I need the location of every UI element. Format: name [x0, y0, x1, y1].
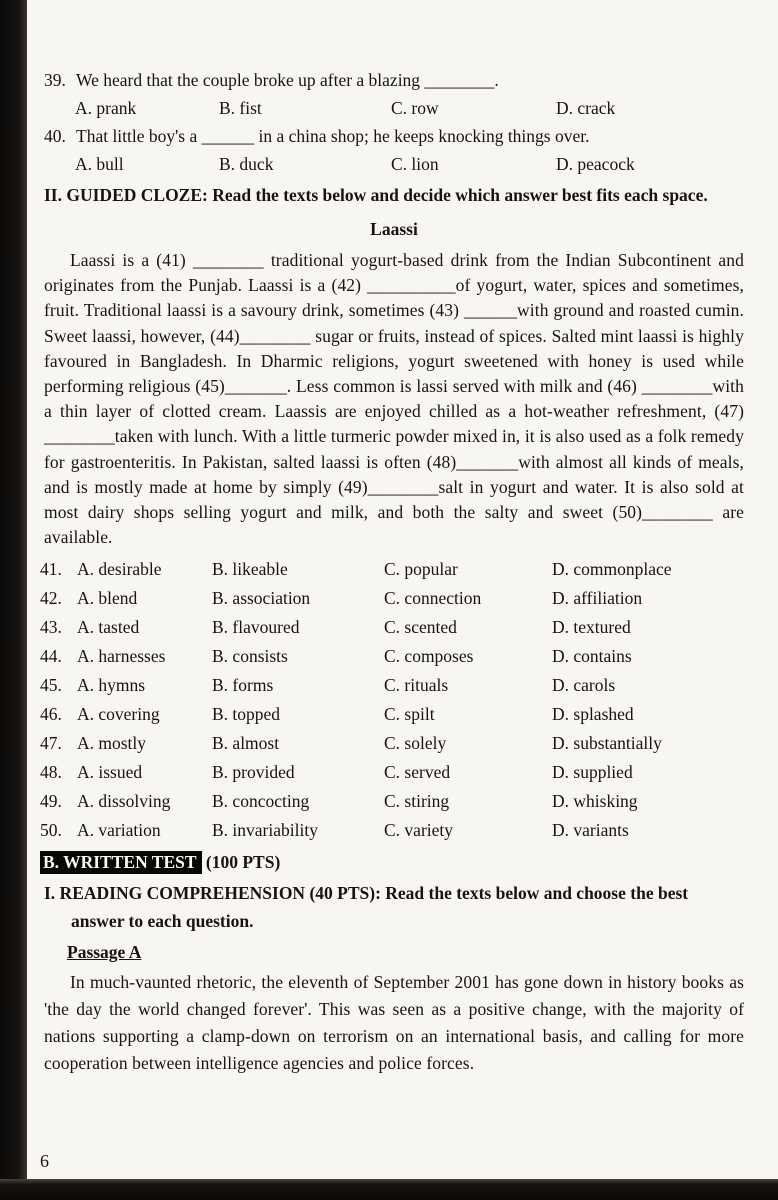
cloze-passage-title: Laassi [370, 219, 418, 239]
option-d: D. supplied [552, 762, 633, 783]
question-number: 42. [40, 588, 62, 609]
page-number: 6 [40, 1151, 49, 1171]
cloze-question-row-47 [40, 729, 744, 758]
option-c: C. scented [384, 617, 457, 638]
page-content [40, 66, 744, 1077]
question-number: 40. [44, 126, 66, 146]
option-a: A. prank [75, 98, 137, 118]
option-c: C. lion [391, 154, 439, 174]
question-number: 50. [40, 820, 62, 841]
option-d: D. variants [552, 820, 629, 841]
cloze-question-row-41 [40, 555, 744, 584]
question-number: 49. [40, 791, 62, 812]
option-c: C. served [384, 762, 451, 783]
question-text: We heard that the couple broke up after a blazing ________. [76, 70, 499, 90]
option-d: D. contains [552, 646, 632, 667]
option-a: A. variation [77, 820, 161, 841]
option-a: A. blend [77, 588, 138, 609]
question-39 [44, 67, 744, 94]
question-40 [44, 123, 744, 150]
option-a: A. tasted [77, 617, 140, 638]
option-d: D. commonplace [552, 559, 672, 580]
question-number: 44. [40, 646, 62, 667]
cloze-question-row-49 [40, 787, 744, 816]
option-b: B. fist [219, 98, 262, 118]
option-a: A. desirable [77, 559, 162, 580]
written-test-title-highlight: B. WRITTEN TEST [40, 851, 202, 874]
option-d: D. carols [552, 675, 616, 696]
cloze-question-row-43 [40, 613, 744, 642]
cloze-question-row-48 [40, 758, 744, 787]
option-a: A. hymns [77, 675, 146, 696]
option-b: B. forms [212, 675, 274, 696]
option-b: B. invariability [212, 820, 318, 841]
option-c: C. variety [384, 820, 454, 841]
option-a: A. bull [75, 154, 124, 174]
option-d: D. splashed [552, 704, 634, 725]
option-b: B. association [212, 588, 311, 609]
question-number: 46. [40, 704, 62, 725]
option-b: B. provided [212, 762, 295, 783]
option-c: C. solely [384, 733, 447, 754]
option-c: C. rituals [384, 675, 449, 696]
option-b: B. likeable [212, 559, 288, 580]
passage-a-text: In much-vaunted rhetoric, the eleventh of September 2001 has gone down in history books as 'the day the world changed forever'. This was seen as a positive change, with the majority of nations supporting a clamp-down on terrorism on an international basis, and calling for more cooperation between intelligence agencies and police forces. [44, 972, 744, 1074]
scan-left-edge [0, 0, 27, 1200]
option-b: B. topped [212, 704, 281, 725]
option-c: C. composes [384, 646, 474, 667]
guided-cloze-heading: II. GUIDED CLOZE: Read the texts below and decide which answer best fits each space. [44, 185, 708, 205]
option-d: D. crack [556, 98, 616, 118]
option-b: B. concocting [212, 791, 310, 812]
option-c: C. stiring [384, 791, 450, 812]
question-text: That little boy's a ______ in a china shop; he keeps knocking things over. [76, 126, 590, 146]
reading-comprehension-heading: I. READING COMPREHENSION (40 PTS): Read the texts below and choose the best answer to each question. [44, 883, 689, 931]
cloze-passage-text: Laassi is a (41) ________ traditional yogurt-based drink from the Indian Subcontinent and originates from the Punjab. Laassi is a (42) __________of yogurt, water, spices and sometimes, fruit. Traditional laassi is a savoury drink, sometimes (43) ______with ground and roasted cumin. Sweet laassi, however, (44)________ sugar or fruits, instead of spices. Salted mint laassi is highly favoured in Bangladesh. In Dharmic religions, yogurt sweetened with honey is used while performing religious (45)_______. Less common is lassi served with milk and (46) ________with a thin layer of clotted cream. Laassis are enjoyed chilled as a hot-weather refreshment, (47) ________taken with lunch. With a little turmeric powder mixed in, it is also used as a folk remedy for gastroenteritis. In Pakistan, salted laassi is often (48)_______with almost all kinds of meals, and is mostly made at home by simply (49)________salt in yogurt and water. It is also sold at most dairy shops selling yogurt and milk, and both the salty and sweet (50)________ are available. [44, 250, 744, 548]
option-c: C. spilt [384, 704, 435, 725]
option-d: D. substantially [552, 733, 662, 754]
question-number: 43. [40, 617, 62, 638]
option-c: C. connection [384, 588, 482, 609]
option-c: C. row [391, 98, 439, 118]
cloze-question-list [40, 555, 744, 845]
question-number: 45. [40, 675, 62, 696]
question-39-options [75, 94, 744, 122]
option-d: D. textured [552, 617, 631, 638]
option-b: B. consists [212, 646, 288, 667]
option-a: A. harnesses [77, 646, 166, 667]
option-d: D. affiliation [552, 588, 643, 609]
written-test-heading [40, 847, 744, 877]
option-d: D. whisking [552, 791, 638, 812]
cloze-question-row-42 [40, 584, 744, 613]
written-test-points: (100 PTS) [201, 852, 281, 873]
cloze-question-row-46 [40, 700, 744, 729]
option-a: A. dissolving [77, 791, 171, 812]
option-b: B. duck [219, 154, 274, 174]
question-number: 41. [40, 559, 62, 580]
option-a: A. issued [77, 762, 143, 783]
option-c: C. popular [384, 559, 458, 580]
question-40-options [75, 150, 744, 178]
cloze-question-row-45 [40, 671, 744, 700]
question-number: 39. [44, 70, 66, 90]
question-number: 47. [40, 733, 62, 754]
cloze-question-row-50 [40, 816, 744, 845]
question-number: 48. [40, 762, 62, 783]
option-a: A. covering [77, 704, 160, 725]
option-a: A. mostly [77, 733, 147, 754]
option-b: B. flavoured [212, 617, 300, 638]
option-b: B. almost [212, 733, 280, 754]
cloze-question-row-44 [40, 642, 744, 671]
scan-bottom-edge [0, 1179, 778, 1200]
option-d: D. peacock [556, 154, 635, 174]
passage-a-label: Passage A [67, 942, 142, 963]
